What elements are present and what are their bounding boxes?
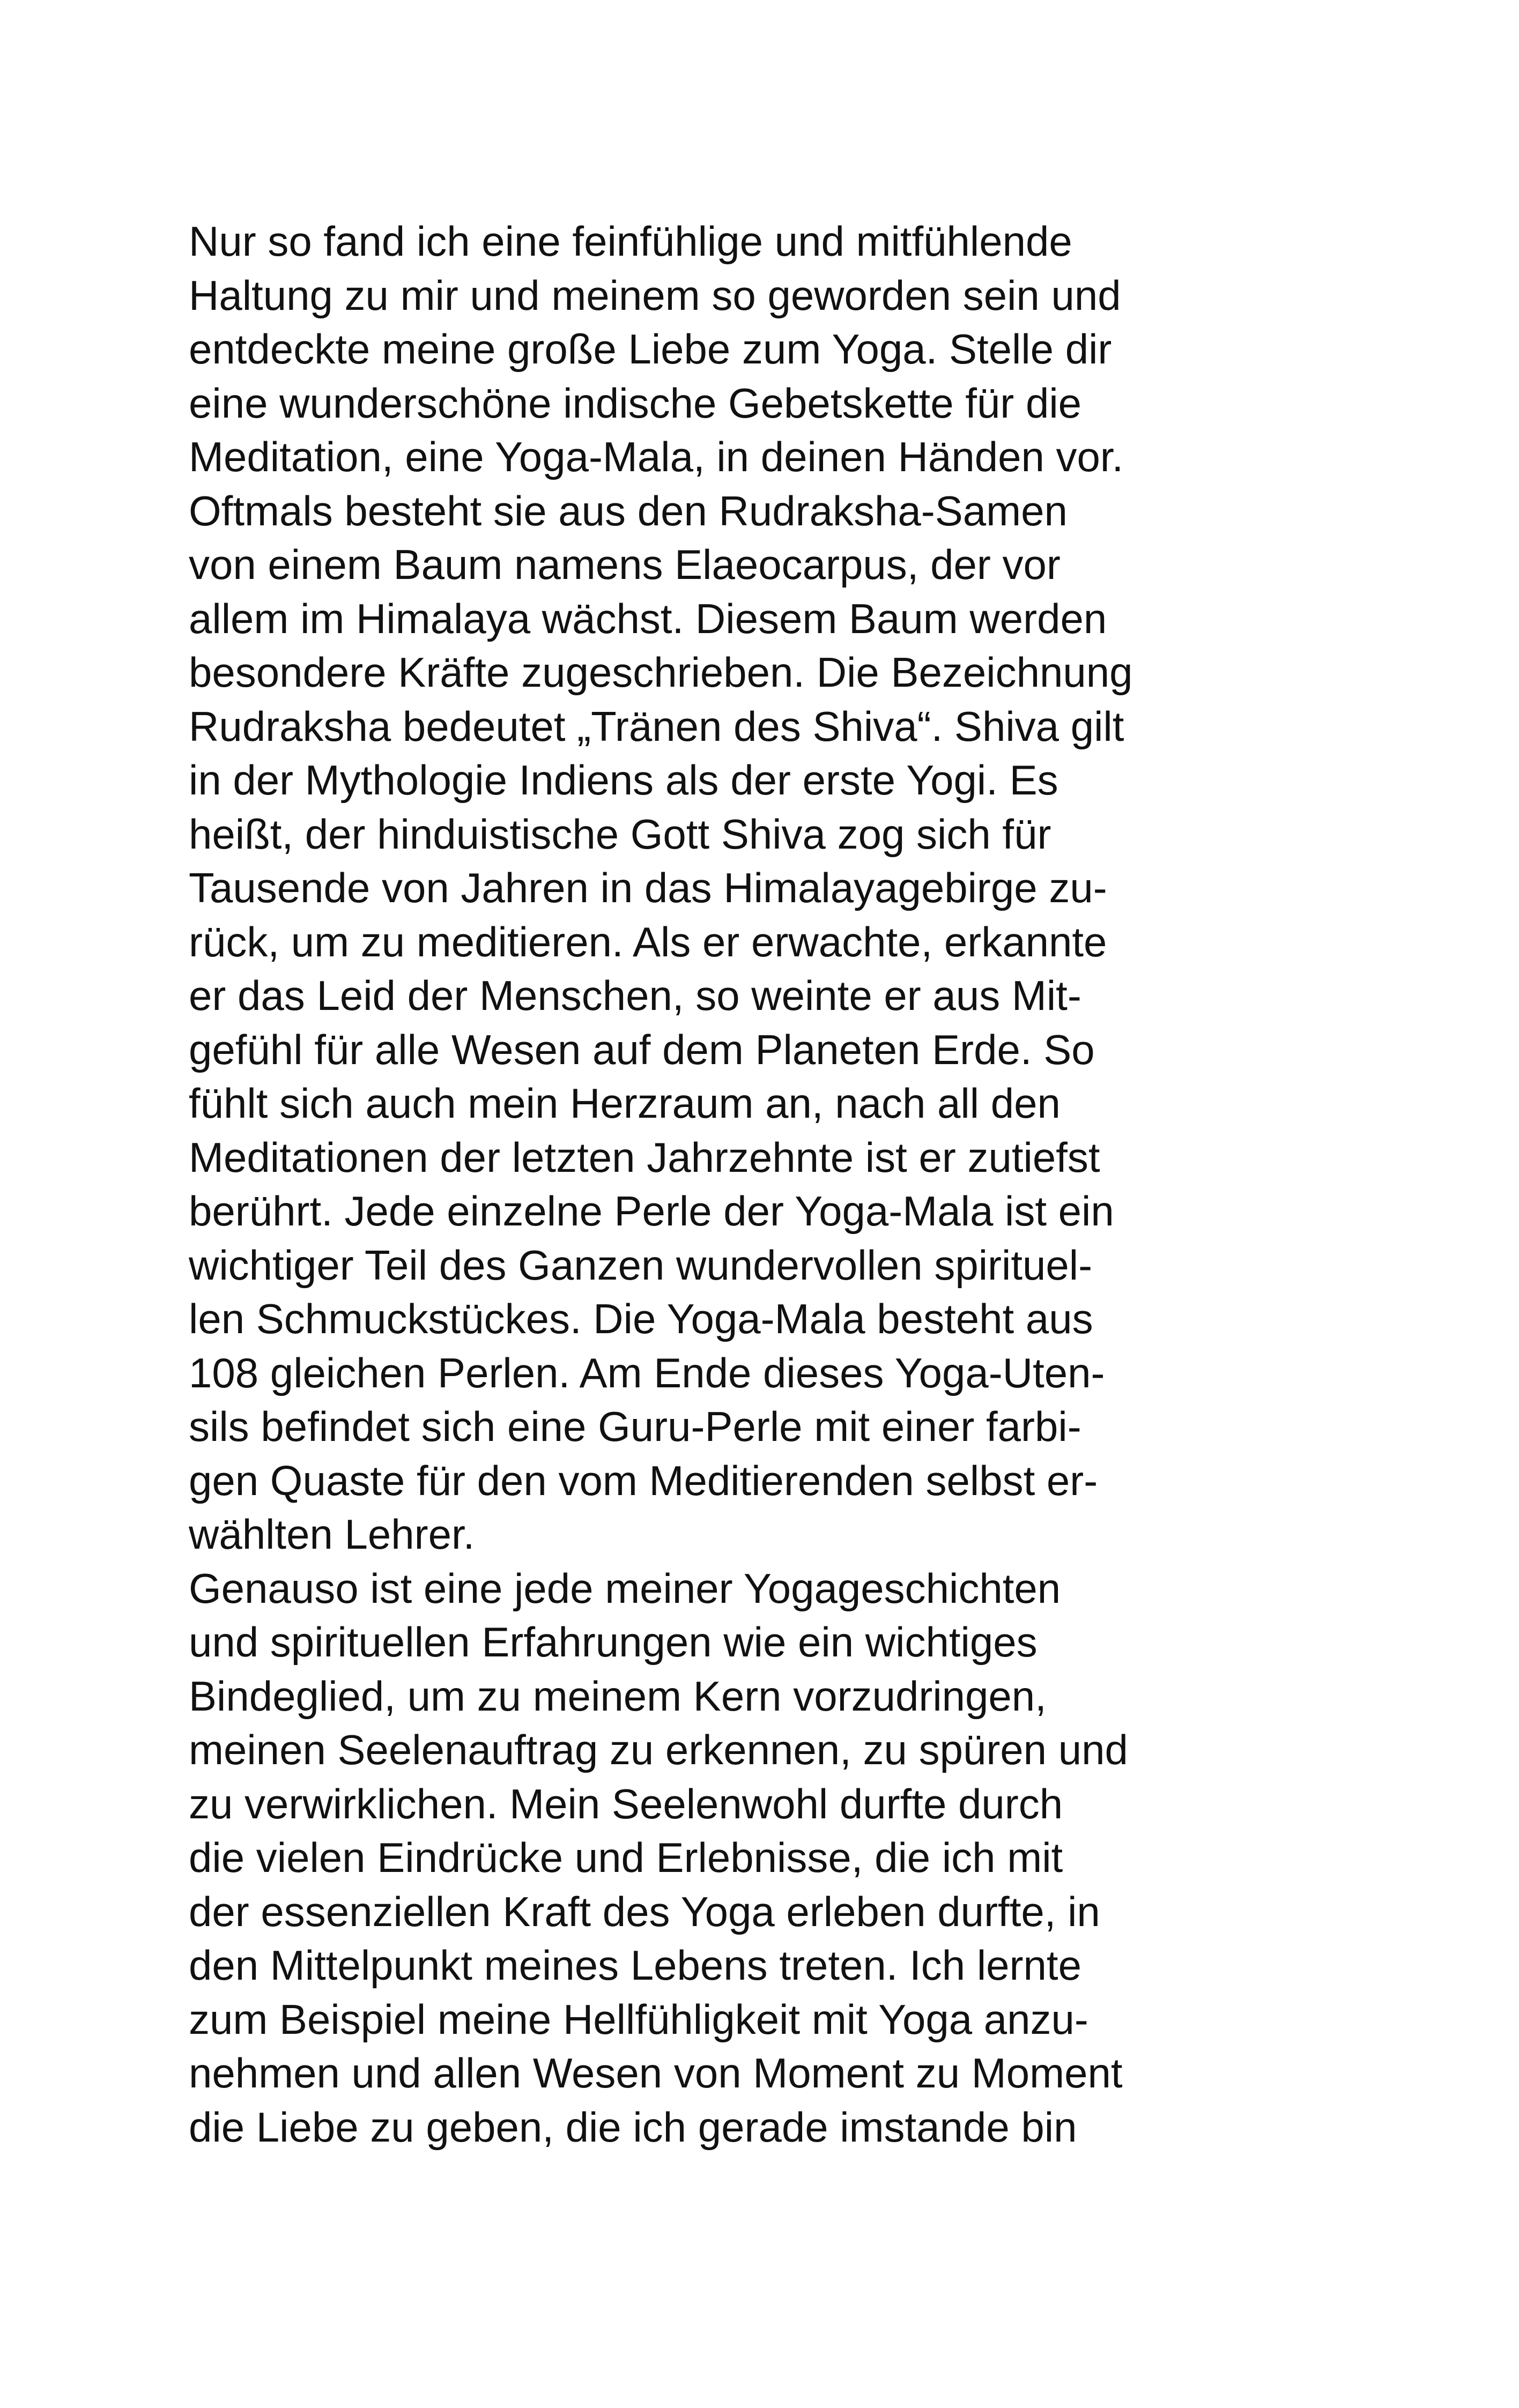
body-text bbox=[189, 214, 1342, 2154]
text-line: 108 gleichen Perlen. Am Ende dieses Yoga-Uten- bbox=[189, 1349, 1105, 1396]
text-line: von einem Baum namens Elaeocarpus, der vor bbox=[189, 541, 1061, 588]
text-line: Oftmals besteht sie aus den Rudraksha-Samen bbox=[189, 487, 1068, 534]
text-line: len Schmuckstückes. Die Yoga-Mala besteht aus bbox=[189, 1295, 1093, 1342]
text-line: und spirituellen Erfahrungen wie ein wichtiges bbox=[189, 1618, 1038, 1666]
text-line: Tausende von Jahren in das Himalayagebirge zu- bbox=[189, 864, 1107, 911]
text-line: heißt, der hinduistische Gott Shiva zog sich für bbox=[189, 810, 1051, 858]
text-line: die vielen Eindrücke und Erlebnisse, die ich mit bbox=[189, 1834, 1063, 1881]
text-line: in der Mythologie Indiens als der erste Yogi. Es bbox=[189, 756, 1058, 804]
text-line: Rudraksha bedeutet „Tränen des Shiva“. Shiva gilt bbox=[189, 702, 1124, 750]
text-line: eine wunderschöne indische Gebetskette für die bbox=[189, 379, 1082, 427]
text-line: allem im Himalaya wächst. Diesem Baum werden bbox=[189, 594, 1107, 642]
text-line: gefühl für alle Wesen auf dem Planeten Erde. So bbox=[189, 1025, 1095, 1073]
text-line: Meditation, eine Yoga-Mala, in deinen Händen vor. bbox=[189, 433, 1124, 480]
text-line: besondere Kräfte zugeschrieben. Die Bezeichnung bbox=[189, 649, 1133, 696]
text-line: Nur so fand ich eine feinfühlige und mitfühlende bbox=[189, 218, 1072, 265]
text-line: der essenziellen Kraft des Yoga erleben durfte, in bbox=[189, 1887, 1100, 1935]
text-line: zum Beispiel meine Hellfühligkeit mit Yoga anzu- bbox=[189, 1995, 1088, 2043]
text-line: Bindeglied, um zu meinem Kern vorzudringen, bbox=[189, 1672, 1047, 1720]
text-line: nehmen und allen Wesen von Moment zu Moment bbox=[189, 2049, 1123, 2097]
text-line: Genauso ist eine jede meiner Yogageschichten bbox=[189, 1564, 1061, 1612]
text-line: meinen Seelenauftrag zu erkennen, zu spüren und bbox=[189, 1726, 1128, 1773]
text-line: fühlt sich auch mein Herzraum an, nach all den bbox=[189, 1080, 1061, 1127]
text-line: entdeckte meine große Liebe zum Yoga. Stelle dir bbox=[189, 325, 1112, 373]
text-line: zu verwirklichen. Mein Seelenwohl durfte durch bbox=[189, 1780, 1063, 1827]
text-line: gen Quaste für den vom Meditierenden selbst er- bbox=[189, 1456, 1098, 1504]
text-line: sils befindet sich eine Guru-Perle mit einer farbi- bbox=[189, 1403, 1081, 1450]
text-line: wichtiger Teil des Ganzen wundervollen spirituel- bbox=[189, 1241, 1093, 1289]
text-line: er das Leid der Menschen, so weinte er aus Mit- bbox=[189, 972, 1081, 1019]
paragraph-2 bbox=[189, 1562, 1342, 2154]
text-line: die Liebe zu geben, die ich gerade imstande bin bbox=[189, 2103, 1077, 2151]
text-line: rück, um zu meditieren. Als er erwachte, erkannte bbox=[189, 918, 1107, 965]
text-line: den Mittelpunkt meines Lebens treten. Ich lernte bbox=[189, 1942, 1081, 1989]
text-line: Haltung zu mir und meinem so geworden sein und bbox=[189, 271, 1121, 319]
text-line: Meditationen der letzten Jahrzehnte ist er zutiefst bbox=[189, 1133, 1100, 1181]
text-line: wählten Lehrer. bbox=[189, 1511, 475, 1558]
text-line: berührt. Jede einzelne Perle der Yoga-Mala ist ein bbox=[189, 1187, 1114, 1235]
paragraph-1 bbox=[189, 214, 1342, 1562]
